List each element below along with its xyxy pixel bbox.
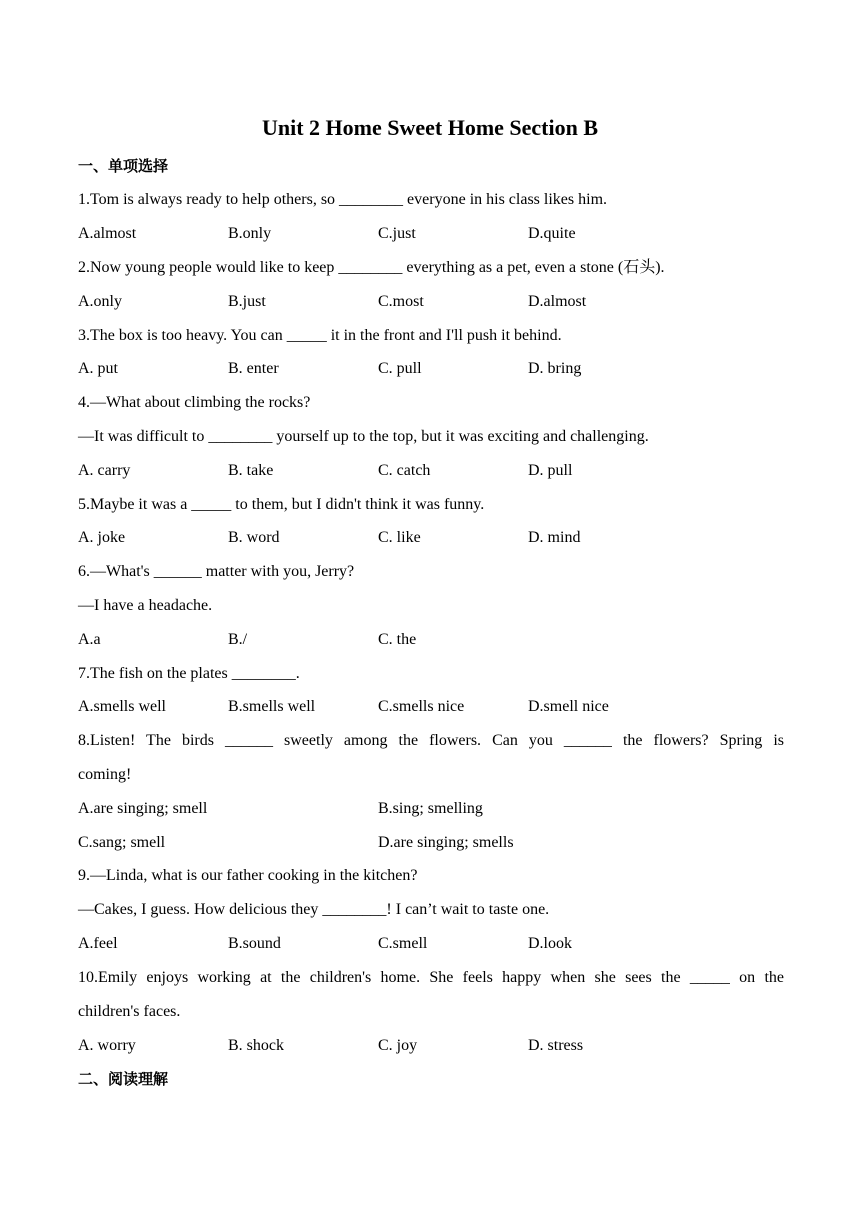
question-8-options-row-1: [78, 798, 784, 820]
option-a: A.feel: [78, 935, 118, 952]
question-6-reply: —I have a headache.: [78, 597, 213, 614]
option-c: C.most: [378, 293, 424, 310]
option-d: D.smell nice: [528, 698, 609, 715]
question-2-options: [78, 291, 784, 313]
question-1-text: 1.Tom is always ready to help others, so ________ everyone in his class likes him.: [78, 191, 608, 208]
question-9-reply: —Cakes, I guess. How delicious they ________! I can’t wait to taste one.: [78, 901, 550, 918]
option-d: D.look: [528, 935, 572, 952]
question-4-options: [78, 460, 784, 482]
option-a: A.only: [78, 293, 122, 310]
question-8-text-continued: coming!: [78, 766, 132, 783]
option-a: A. joke: [78, 529, 126, 546]
section-heading-reading: 二、阅读理解: [78, 1070, 169, 1088]
question-9-text: 9.—Linda, what is our father cooking in the kitchen?: [78, 867, 418, 884]
option-b: B. enter: [228, 360, 279, 377]
option-d: D. bring: [528, 360, 582, 377]
option-b: B.smells well: [228, 698, 316, 715]
option-b: B. word: [228, 529, 280, 546]
option-d: D. mind: [528, 529, 581, 546]
question-9-options: [78, 933, 784, 955]
option-a: A. carry: [78, 462, 131, 479]
option-a: A.are singing; smell: [78, 800, 208, 817]
option-d: D.are singing; smells: [378, 834, 514, 851]
option-a: A.almost: [78, 225, 137, 242]
question-1-options: [78, 223, 784, 245]
question-6-options: [78, 629, 784, 651]
option-c: C. the: [378, 631, 417, 648]
question-7-text: 7.The fish on the plates ________.: [78, 665, 300, 682]
question-5-text: 5.Maybe it was a _____ to them, but I didn't think it was funny.: [78, 496, 485, 513]
question-8-options-row-2: [78, 832, 784, 854]
question-4-reply: —It was difficult to ________ yourself up to the top, but it was exciting and challenging.: [78, 428, 649, 445]
option-c: C.sang; smell: [78, 834, 166, 851]
question-4-text: 4.—What about climbing the rocks?: [78, 394, 311, 411]
section-heading-multiple-choice: 一、单项选择: [78, 157, 169, 175]
option-b: B. take: [228, 462, 274, 479]
option-d: D.quite: [528, 225, 576, 242]
option-b: B. shock: [228, 1037, 284, 1054]
question-5-options: [78, 527, 784, 549]
option-c: C.just: [378, 225, 416, 242]
option-d: D. stress: [528, 1037, 584, 1054]
question-2-text: 2.Now young people would like to keep ________ everything as a pet, even a stone (石头).: [78, 259, 665, 276]
question-10-text-continued: children's faces.: [78, 1003, 181, 1020]
page-title: Unit 2 Home Sweet Home Section B: [261, 115, 599, 140]
option-b: B./: [228, 631, 248, 648]
option-a: A. worry: [78, 1037, 136, 1054]
question-10-options: [78, 1035, 784, 1057]
option-a: A.a: [78, 631, 101, 648]
option-c: C. catch: [378, 462, 431, 479]
option-b: B.sound: [228, 935, 281, 952]
option-a: A.smells well: [78, 698, 166, 715]
option-b: B.sing; smelling: [378, 800, 483, 817]
option-c: C. joy: [378, 1037, 418, 1054]
option-a: A. put: [78, 360, 118, 377]
option-c: C. pull: [378, 360, 422, 377]
question-6-text: 6.—What's ______ matter with you, Jerry?: [78, 563, 355, 580]
option-c: C.smell: [378, 935, 428, 952]
option-c: C.smells nice: [378, 698, 465, 715]
option-d: D. pull: [528, 462, 573, 479]
question-8-text: 8.Listen! The birds ______ sweetly among the flowers. Can you ______ the flowers? Spring is: [78, 732, 784, 749]
option-b: B.just: [228, 293, 266, 310]
question-10-text: 10.Emily enjoys working at the children's home. She feels happy when she sees the _____ on the: [78, 969, 784, 986]
question-7-options: [78, 696, 784, 718]
question-3-text: 3.The box is too heavy. You can _____ it in the front and I'll push it behind.: [78, 327, 562, 344]
option-d: D.almost: [528, 293, 587, 310]
option-c: C. like: [378, 529, 421, 546]
question-3-options: [78, 358, 784, 380]
option-b: B.only: [228, 225, 272, 242]
